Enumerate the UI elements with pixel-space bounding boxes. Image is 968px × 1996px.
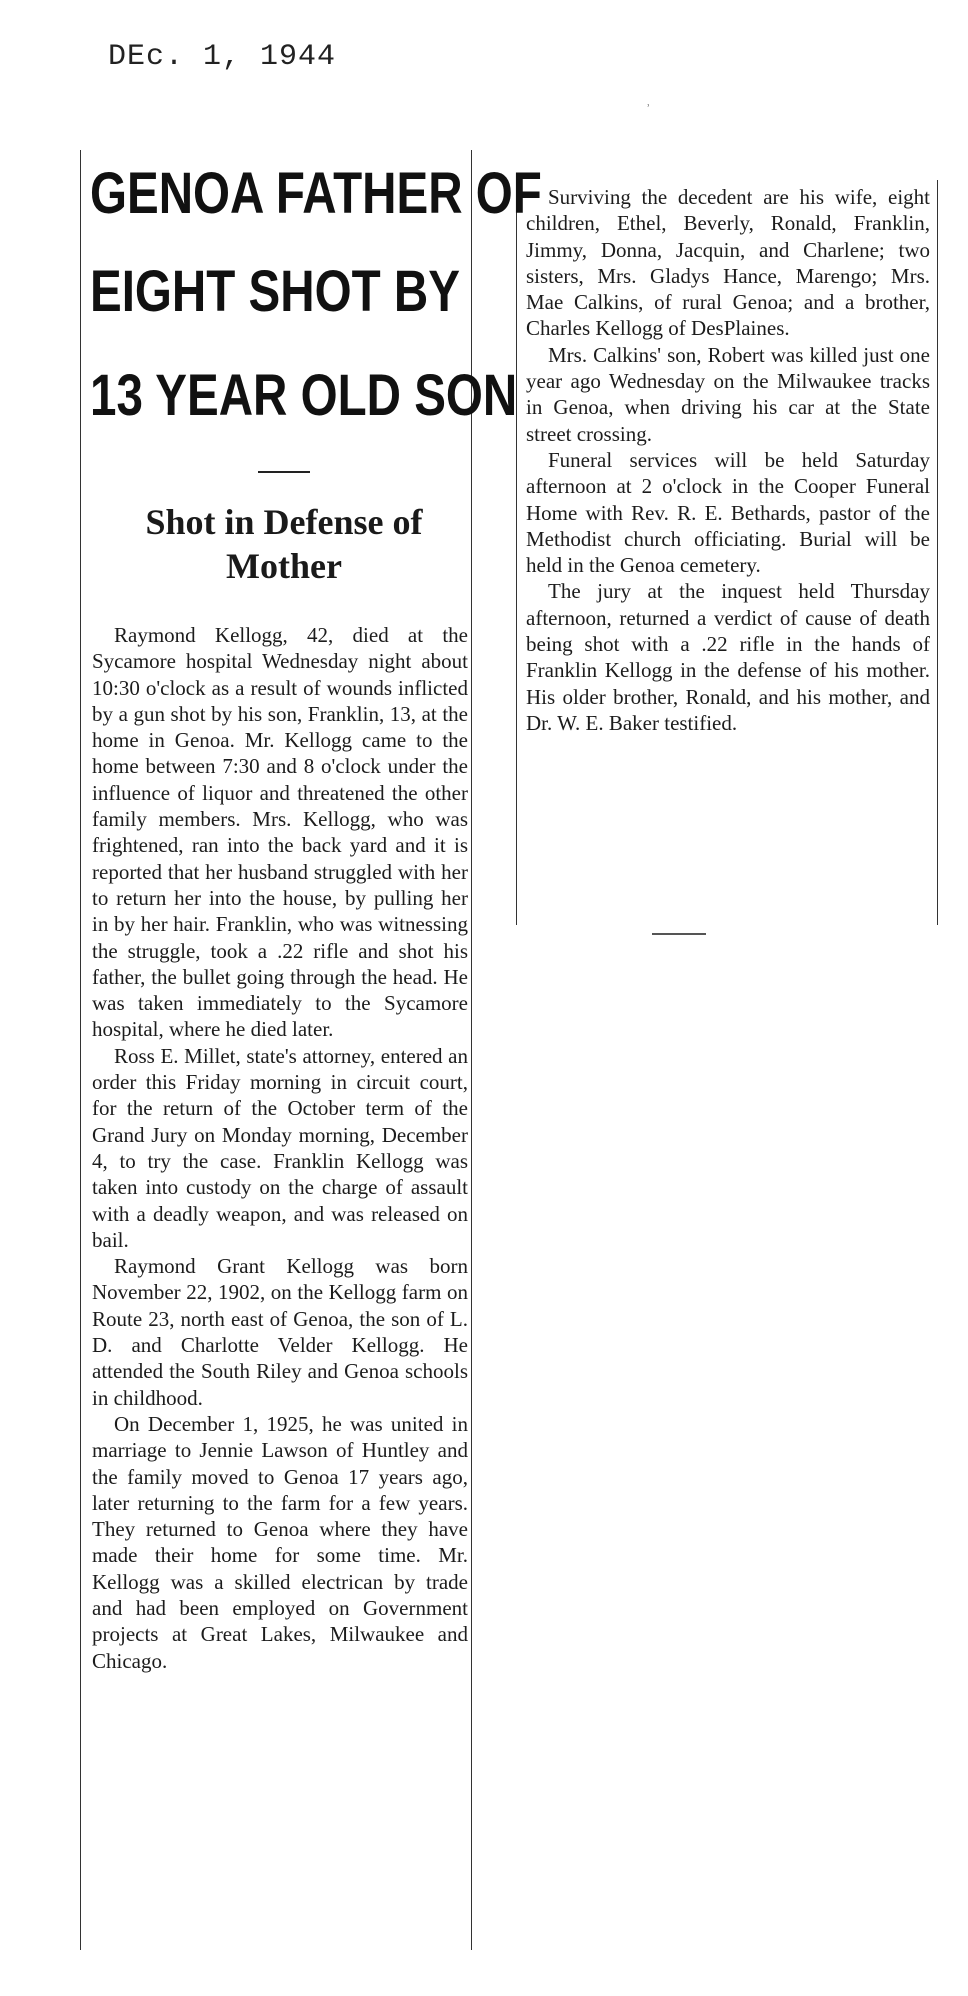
subhead-line-2: Mother (226, 546, 342, 586)
headline-line-2: EIGHT SHOT BY (90, 259, 460, 324)
article-paragraph: Ross E. Millet, state's attorney, entered an order this Friday morning in circuit court, for the return of the October term of the Grand Jury on Monday morning, December 4, to try the case. Franklin Kellogg was taken into custody on the charge of assault with a deadly weapon, and was released on bail. (92, 1043, 468, 1252)
article-paragraph: Surviving the decedent are his wife, eight children, Ethel, Beverly, Ronald, Franklin, Jimmy, Donna, Jacquin, and Charlene; two sisters, Mrs. Gladys Hance, Marengo; Mrs. Mae Calkins, of rural Genoa; and a brother, Charles Kellogg of DesPlaines. (526, 185, 930, 341)
subhead-line-1: Shot in Defense of (145, 502, 423, 542)
article-paragraph: Raymond Grant Kellogg was born November 22, 1902, on the Kellogg farm on Route 23, north east of Genoa, the son of L. D. and Charlotte Velder Kellogg. He attended the South Riley and Genoa schools in childhood. (92, 1254, 468, 1410)
article-paragraph: On December 1, 1925, he was united in marriage to Jennie Lawson of Huntley and the family moved to Genoa 17 years ago, later returning to the farm for a few years. They returned to Genoa where they have made their home for some time. Mr. Kellogg was a skilled electrican by trade and had been employed on Government projects at Great Lakes, Milwaukee and Chicago. (92, 1411, 468, 1673)
headline-divider (258, 471, 310, 473)
article-paragraph: Raymond Kellogg, 42, died at the Sycamore hospital Wednesday night about 10:30 o'clock as a result of wounds inflicted by a gun shot by his son, Franklin, 13, at the home in Genoa. Mr. Kellogg came to the home between 7:30 and 8 o'clock under the influence of liquor and threatened the other family members. Mrs. Kellogg, who was frightened, ran into the back yard and it is reported that her husband struggled with her to return her into the house, by pulling her in by her hair. Franklin, who was witnessing the struggle, took a .22 rifle and shot his father, the bullet going through the head. He was taken immediately to the Sycamore hospital, where he died later. (92, 623, 468, 1042)
article-end-rule (652, 933, 706, 935)
left-article-column (92, 622, 468, 1674)
date-stamp: DEc. 1, 1944 (108, 40, 337, 74)
headline-line-3: 13 YEAR OLD SON (90, 363, 518, 428)
right-article-column (526, 184, 930, 736)
article-paragraph: The jury at the inquest held Thursday afternoon, returned a verdict of cause of death being shot with a .22 rifle in the hands of Franklin Kellogg in the defense of his mother. His older brother, Ronald, and his mother, and Dr. W. E. Baker testified. (526, 579, 930, 735)
headline-line-1: GENOA FATHER OF (90, 161, 542, 226)
scan-speck: ˒ (646, 96, 651, 111)
article-paragraph: Mrs. Calkins' son, Robert was killed just one year ago Wednesday on the Milwaukee tracks in Genoa, when driving his car at the State street crossing. (526, 342, 930, 446)
article-paragraph: Funeral services will be held Saturday afternoon at 2 o'clock in the Cooper Funeral Home with Rev. R. E. Bethards, pastor of the Methodist church officiating. Burial will be held in the Genoa cemetery. (526, 447, 930, 578)
